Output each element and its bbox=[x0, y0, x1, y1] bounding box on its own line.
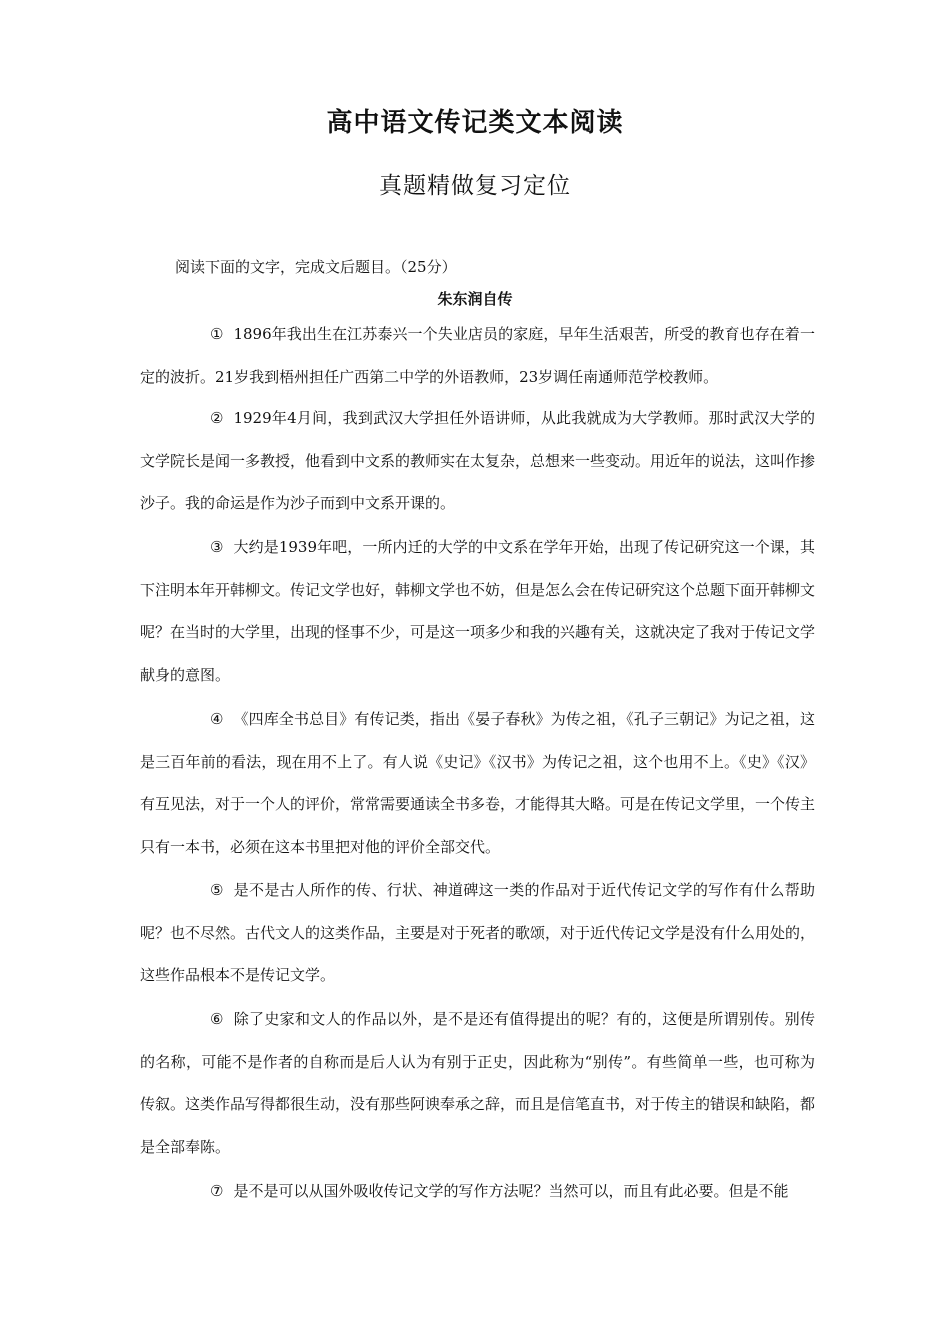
paragraph-marker: ⑤ bbox=[210, 881, 224, 899]
paragraph-text: 1929年4月间，我到武汉大学担任外语讲师，从此我就成为大学教师。那时武汉大学的文学院长是闻一多教授，他看到中文系的教师实在太复杂，总想来一些变动。用近年的说法，这叫作掺沙子。我的命运是作为沙子而到中文系开课的。 bbox=[140, 409, 816, 512]
paragraph-text: 是不是可以从国外吸收传记文学的写作方法呢？当然可以，而且有此必要。但是不能 bbox=[233, 1182, 789, 1200]
paragraph-5 bbox=[140, 869, 815, 997]
paragraph-7 bbox=[140, 1170, 815, 1213]
paragraph-marker: ⑦ bbox=[210, 1182, 224, 1200]
paragraph-1 bbox=[140, 313, 815, 398]
reading-instruction: 阅读下面的文字，完成文后题目。（25分） bbox=[175, 258, 457, 276]
document-title: 高中语文传记类文本阅读 bbox=[326, 108, 624, 138]
paragraph-2 bbox=[140, 397, 815, 525]
paragraph-marker: ② bbox=[210, 409, 224, 427]
document-subtitle: 真题精做复习定位 bbox=[379, 173, 571, 199]
paragraph-text: 是不是古人所作的传、行状、神道碑这一类的作品对于近代传记文学的写作有什么帮助呢？也不尽然。古代文人的这类作品，主要是对于死者的歌颂，对于近代传记文学是没有什么用处的，这些作品根本不是传记文学。 bbox=[140, 881, 816, 984]
paragraph-text: 除了史家和文人的作品以外，是不是还有值得提出的呢？有的，这便是所谓别传。别传的名称，可能不是作者的自称而是后人认为有别于正史，因此称为“别传”。有些简单一些，也可称为传叙。这类作品写得都很生动，没有那些阿谀奉承之辞，而且是信笔直书，对于传主的错误和缺陷，都是全部奉陈。 bbox=[140, 1010, 816, 1156]
paragraph-marker: ③ bbox=[210, 538, 224, 556]
paragraph-text: 大约是1939年吧，一所内迁的大学的中文系在学年开始，出现了传记研究这一个课，其下注明本年开韩柳文。传记文学也好，韩柳文学也不妨，但是怎么会在传记研究这个总题下面开韩柳文呢？在当时的大学里，出现的怪事不少，可是这一项多少和我的兴趣有关，这就决定了我对于传记文学献身的意图。 bbox=[140, 538, 816, 684]
paragraph-marker: ④ bbox=[210, 710, 224, 728]
article-title: 朱东润自传 bbox=[437, 290, 513, 308]
paragraph-6 bbox=[140, 998, 815, 1168]
paragraph-3 bbox=[140, 526, 815, 696]
paragraph-4 bbox=[140, 698, 815, 868]
paragraph-text: 1896年我出生在江苏泰兴一个失业店员的家庭，早年生活艰苦，所受的教育也存在着一定的波折。21岁我到梧州担任广西第二中学的外语教师，23岁调任南通师范学校教师。 bbox=[140, 325, 815, 386]
paragraph-marker: ⑥ bbox=[210, 1010, 224, 1028]
paragraph-text: 《四库全书总目》有传记类，指出《晏子春秋》为传之祖，《孔子三朝记》为记之祖，这是三百年前的看法，现在用不上了。有人说《史记》《汉书》为传记之祖，这个也用不上。《史》《汉》有互见法，对于一个人的评价，常常需要通读全书多卷，才能得其大略。可是在传记文学里，一个传主只有一本书，必须在这本书里把对他的评价全部交代。 bbox=[140, 710, 816, 856]
paragraph-marker: ① bbox=[210, 325, 224, 343]
